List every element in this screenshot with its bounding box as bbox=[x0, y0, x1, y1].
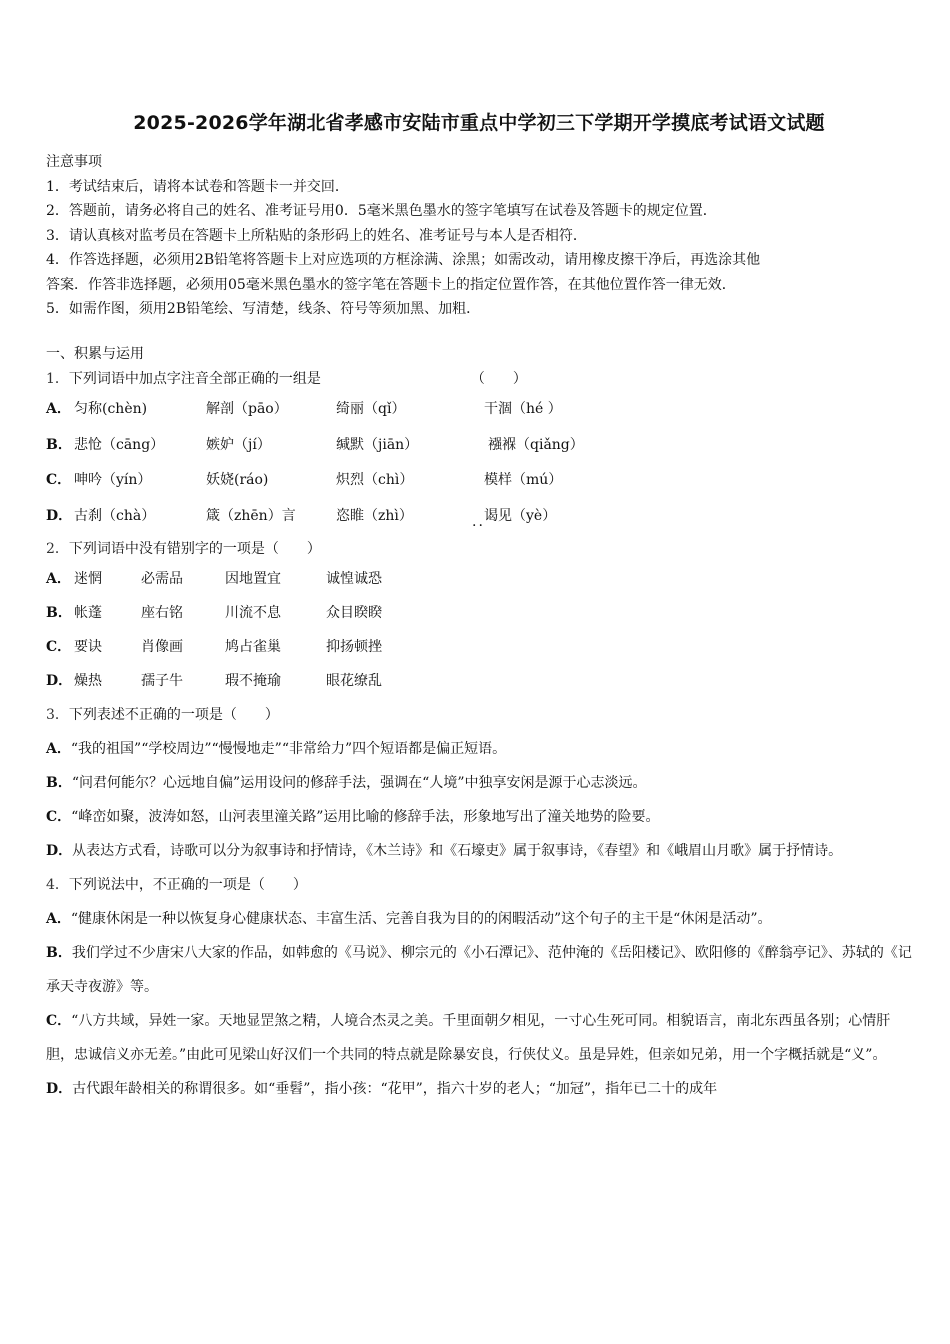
question-stem: 下列词语中没有错别字的一项是（ ） bbox=[68, 541, 321, 557]
option-text: “八方共域，异姓一家。天地显罡煞之精，人境合杰灵之美。千里面朝夕相见，一寸心生死可同。相貌语言，南北东西虽各别；心情肝胆，忠诚信义亦无差。”由此可见梁山好汉们一个共同的特点就是除暴安良，行侠仗义。虽是异姓，但亲如兄弟，用一个字概括就是“义”。 bbox=[46, 1013, 891, 1063]
option-label: D． bbox=[46, 507, 73, 524]
question-stem: 下列说法中，不正确的一项是（ ） bbox=[68, 877, 307, 893]
option-label: D． bbox=[46, 843, 73, 859]
notice-item: 答案．作答非选择题，必须用05毫米黑色墨水的签字笔在答题卡上的指定位置作答，在其他位置作答一律无效． bbox=[46, 276, 736, 293]
option-text: 从表达方式看，诗歌可以分为叙事诗和抒情诗，《木兰诗》和《石壕吏》属于叙事诗，《春望》和《峨眉山月歌》属于抒情诗。 bbox=[72, 843, 843, 859]
option-item: 眼花缭乱 bbox=[326, 673, 382, 689]
option-b bbox=[46, 936, 912, 1004]
emphasis-dots: .. bbox=[472, 513, 485, 530]
option-item: 箴（zhēn）言 bbox=[206, 507, 296, 524]
option-c bbox=[46, 800, 912, 834]
option-item: 解剖（pāo） bbox=[206, 401, 288, 417]
option-b bbox=[46, 766, 912, 800]
option-item: 燥热 bbox=[74, 673, 102, 689]
option-text: “健康休闲是一种以恢复身心健康状态、丰富生活、完善自我为目的的闲暇活动”这个句子的主干是“休闲是活动”。 bbox=[70, 911, 772, 927]
option-label: B． bbox=[46, 436, 72, 453]
option-row-c bbox=[46, 463, 912, 499]
option-item: 干涸（hé ） bbox=[484, 401, 562, 417]
option-row-b bbox=[46, 596, 912, 630]
question-number: 4． bbox=[46, 877, 69, 893]
option-label: D． bbox=[46, 673, 73, 689]
option-item: 要诀 bbox=[74, 639, 102, 655]
section-heading: 一、积累与运用 bbox=[46, 345, 144, 362]
option-item: 迷惘 bbox=[74, 571, 102, 587]
option-label: D． bbox=[46, 1081, 73, 1097]
option-item: 孺子牛 bbox=[141, 673, 183, 689]
option-item: 众目睽睽 bbox=[326, 605, 382, 621]
page-title: 2025-2026学年湖北省孝感市安陆市重点中学初三下学期开学摸底考试语文试题 bbox=[133, 112, 825, 134]
option-item: 炽烈（chì） bbox=[336, 472, 414, 488]
option-item: 恣睢（zhì） bbox=[336, 507, 413, 524]
option-text: 我们学过不少唐宋八大家的作品，如韩愈的《马说》、柳宗元的《小石潭记》、范仲淹的《岳阳楼记》、欧阳修的《醉翁亭记》、苏轼的《记承天寺夜游》等。 bbox=[46, 945, 912, 995]
question-number: 1． bbox=[46, 371, 69, 387]
option-d bbox=[46, 834, 912, 868]
option-item: 帐蓬 bbox=[74, 605, 102, 621]
option-row-c bbox=[46, 630, 912, 664]
question-number: 2． bbox=[46, 541, 69, 557]
option-a bbox=[46, 902, 912, 936]
option-text: “问君何能尔？心远地自偏”运用设问的修辞手法，强调在“人境”中独享安闲是源于心志淡远。 bbox=[71, 775, 647, 791]
option-item: 妖娆(ráo) bbox=[206, 472, 269, 488]
option-label: A． bbox=[46, 741, 71, 757]
question-1 bbox=[46, 366, 912, 392]
question-4 bbox=[46, 868, 912, 902]
option-item: 抑扬顿挫 bbox=[326, 639, 382, 655]
notice-item: 1．考试结束后，请将本试卷和答题卡一并交回． bbox=[46, 178, 349, 195]
notice-item: 5．如需作图，须用2B铅笔绘、写清楚，线条、符号等须加黑、加粗． bbox=[46, 301, 481, 317]
option-item: 鸠占雀巢 bbox=[225, 639, 281, 655]
exam-page bbox=[46, 108, 912, 1106]
option-item: 肖像画 bbox=[141, 639, 183, 655]
option-item: 座右铭 bbox=[141, 605, 183, 621]
question-3 bbox=[46, 698, 912, 732]
option-label: B． bbox=[46, 775, 72, 791]
option-item: 必需品 bbox=[141, 571, 183, 587]
notice-item: 2．答题前，请务必将自己的姓名、准考证号用0．5毫米黑色墨水的签字笔填写在试卷及答题卡的规定位置． bbox=[46, 203, 717, 219]
option-row-d bbox=[46, 499, 912, 535]
question-stem: 下列词语中加点字注音全部正确的一组是 bbox=[68, 371, 321, 387]
option-item: 匀称(chèn) bbox=[74, 401, 148, 417]
option-c bbox=[46, 1004, 912, 1072]
option-text: “峰峦如聚，波涛如怒，山河表里潼关路”运用比喻的修辞手法，形象地写出了潼关地势的险要。 bbox=[71, 809, 660, 825]
option-item: 川流不息 bbox=[225, 605, 281, 621]
option-d bbox=[46, 1072, 912, 1106]
option-label: A． bbox=[46, 571, 71, 587]
option-item: 模样（mú） bbox=[484, 472, 563, 488]
option-item: 诚惶诚恐 bbox=[326, 571, 382, 587]
option-item: 谒见（yè） bbox=[484, 507, 557, 524]
option-item: 缄默（jiān） bbox=[336, 436, 419, 453]
option-label: C． bbox=[46, 1013, 72, 1029]
option-text: 古代跟年龄相关的称谓很多。如“垂髫”，指小孩：“花甲”，指六十岁的老人；“加冠”，指年已二十的成年 bbox=[72, 1081, 718, 1097]
notice-heading: 注意事项 bbox=[46, 154, 102, 170]
option-item: 嫉妒（jí） bbox=[206, 436, 271, 453]
option-item: 悲怆（cāng） bbox=[74, 436, 165, 453]
notice-item: 4．作答选择题，必须用2B铅笔将答题卡上对应选项的方框涂满、涂黑；如需改动，请用橡皮擦干净后，再选涂其他 bbox=[46, 252, 761, 268]
option-label: C． bbox=[46, 809, 72, 825]
option-a bbox=[46, 732, 912, 766]
option-row-a bbox=[46, 392, 912, 428]
option-item: 绮丽（qǐ） bbox=[336, 401, 406, 417]
answer-paren: （ ） bbox=[470, 371, 527, 387]
notice-item: 3．请认真核对监考员在答题卡上所粘贴的条形码上的姓名、准考证号与本人是否相符． bbox=[46, 227, 587, 244]
option-label: A． bbox=[46, 401, 71, 417]
option-row-b bbox=[46, 428, 912, 464]
option-label: B． bbox=[46, 945, 72, 961]
option-item: 呻吟（yín） bbox=[74, 472, 152, 488]
option-label: B． bbox=[46, 605, 72, 621]
option-text: “我的祖国”“学校周边”“慢慢地走”“非常给力”四个短语都是偏正短语。 bbox=[70, 741, 507, 757]
option-label: A． bbox=[46, 911, 71, 927]
question-number: 3． bbox=[46, 707, 69, 723]
option-item: 古刹（chà） bbox=[74, 507, 156, 524]
question-stem: 下列表述不正确的一项是（ ） bbox=[68, 707, 279, 723]
option-row-d bbox=[46, 664, 912, 698]
option-label: C． bbox=[46, 472, 72, 488]
option-label: C． bbox=[46, 639, 72, 655]
option-item: 襁褓（qiǎng） bbox=[488, 436, 584, 453]
option-row-a bbox=[46, 562, 912, 596]
option-item: 因地置宜 bbox=[225, 571, 281, 587]
option-item: 瑕不掩瑜 bbox=[225, 673, 281, 689]
